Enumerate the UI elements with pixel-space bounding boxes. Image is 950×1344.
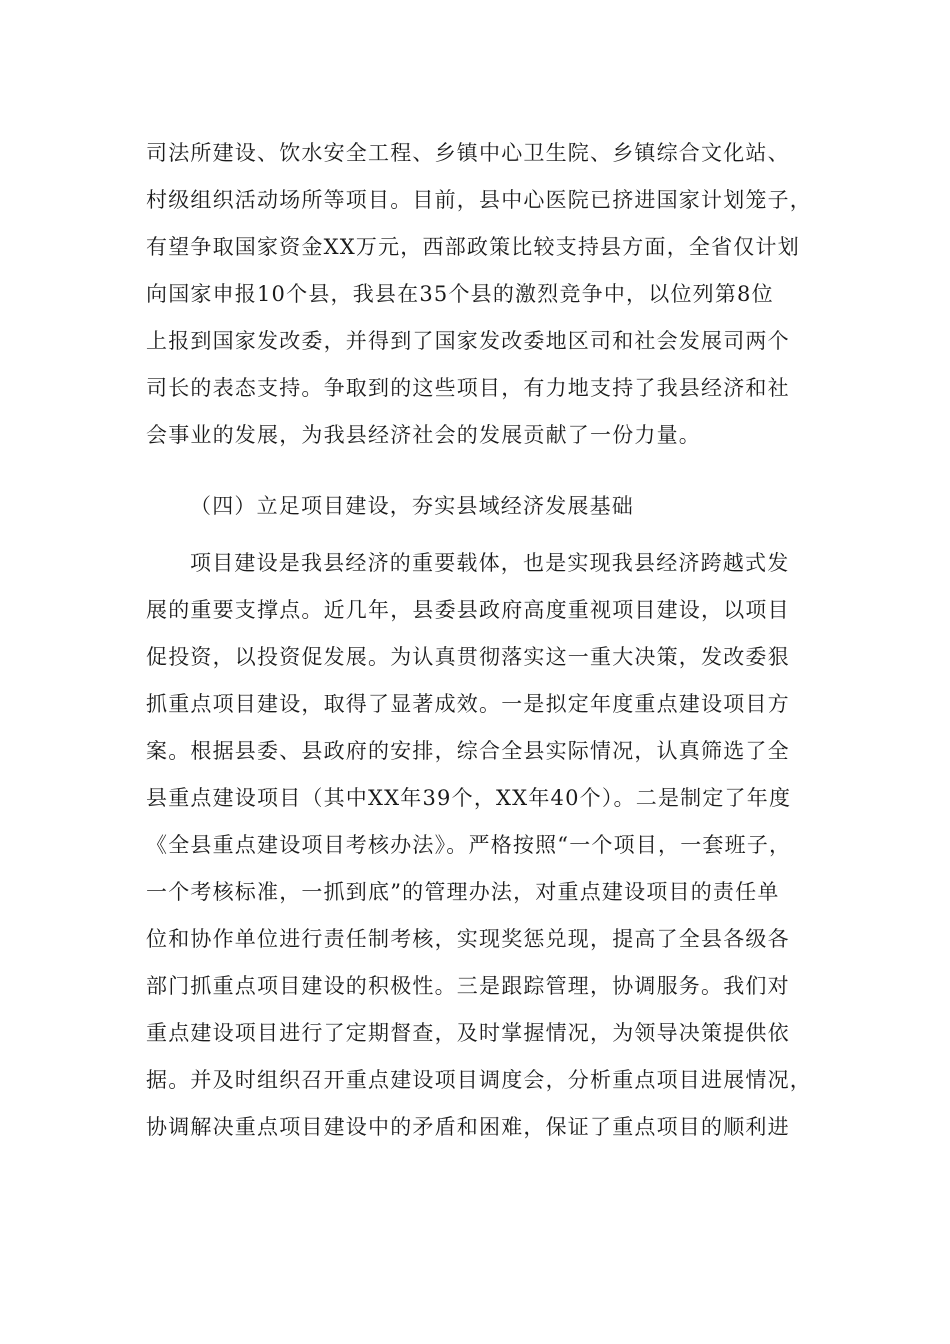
paragraph-line: 抓重点项目建设，取得了显著成效。一是拟定年度重点建设项目方	[146, 692, 790, 716]
paragraph-line: 县重点建设项目（其中XX年39个，XX年40个）。二是制定了年度	[146, 786, 792, 810]
paragraph-line: 村级组织活动场所等项目。目前，县中心医院已挤进国家计划笼子，	[146, 188, 812, 212]
paragraph-line: 促投资，以投资促发展。为认真贯彻落实这一重大决策，发改委狠	[146, 645, 790, 669]
paragraph-line: 协调解决重点项目建设中的矛盾和困难，保证了重点项目的顺利进	[146, 1115, 790, 1139]
paragraph-line: 会事业的发展，为我县经济社会的发展贡献了一份力量。	[146, 423, 701, 447]
paragraph-line: 一个考核标准，一抓到底”的管理办法，对重点建设项目的责任单	[146, 880, 780, 904]
paragraph-line: 《全县重点建设项目考核办法》。严格按照“一个项目，一套班子，	[146, 833, 792, 857]
paragraph-line: 据。并及时组织召开重点建设项目调度会，分析重点项目进展情况，	[146, 1068, 812, 1092]
paragraph-line: 上报到国家发改委，并得到了国家发改委地区司和社会发展司两个	[146, 329, 790, 353]
section-heading: （四）立足项目建设，夯实县域经济发展基础	[190, 494, 634, 518]
paragraph-line: 司长的表态支持。争取到的这些项目，有力地支持了我县经济和社	[146, 376, 790, 400]
paragraph-line: 项目建设是我县经济的重要载体，也是实现我县经济跨越式发	[190, 551, 790, 575]
paragraph-line: 重点建设项目进行了定期督查，及时掌握情况，为领导决策提供依	[146, 1021, 790, 1045]
paragraph-line: 部门抓重点项目建设的积极性。三是跟踪管理，协调服务。我们对	[146, 974, 790, 998]
paragraph-line: 展的重要支撑点。近几年，县委县政府高度重视项目建设，以项目	[146, 598, 790, 622]
paragraph-line: 向国家申报10个县，我县在35个县的激烈竞争中，以位列第8位	[146, 282, 774, 306]
paragraph-line: 有望争取国家资金XX万元，西部政策比较支持县方面，全省仅计划	[146, 235, 800, 259]
paragraph-line: 案。根据县委、县政府的安排，综合全县实际情况，认真筛选了全	[146, 739, 790, 763]
paragraph-line: 司法所建设、饮水安全工程、乡镇中心卫生院、乡镇综合文化站、	[146, 141, 790, 165]
paragraph-line: 位和协作单位进行责任制考核，实现奖惩兑现，提高了全县各级各	[146, 927, 790, 951]
